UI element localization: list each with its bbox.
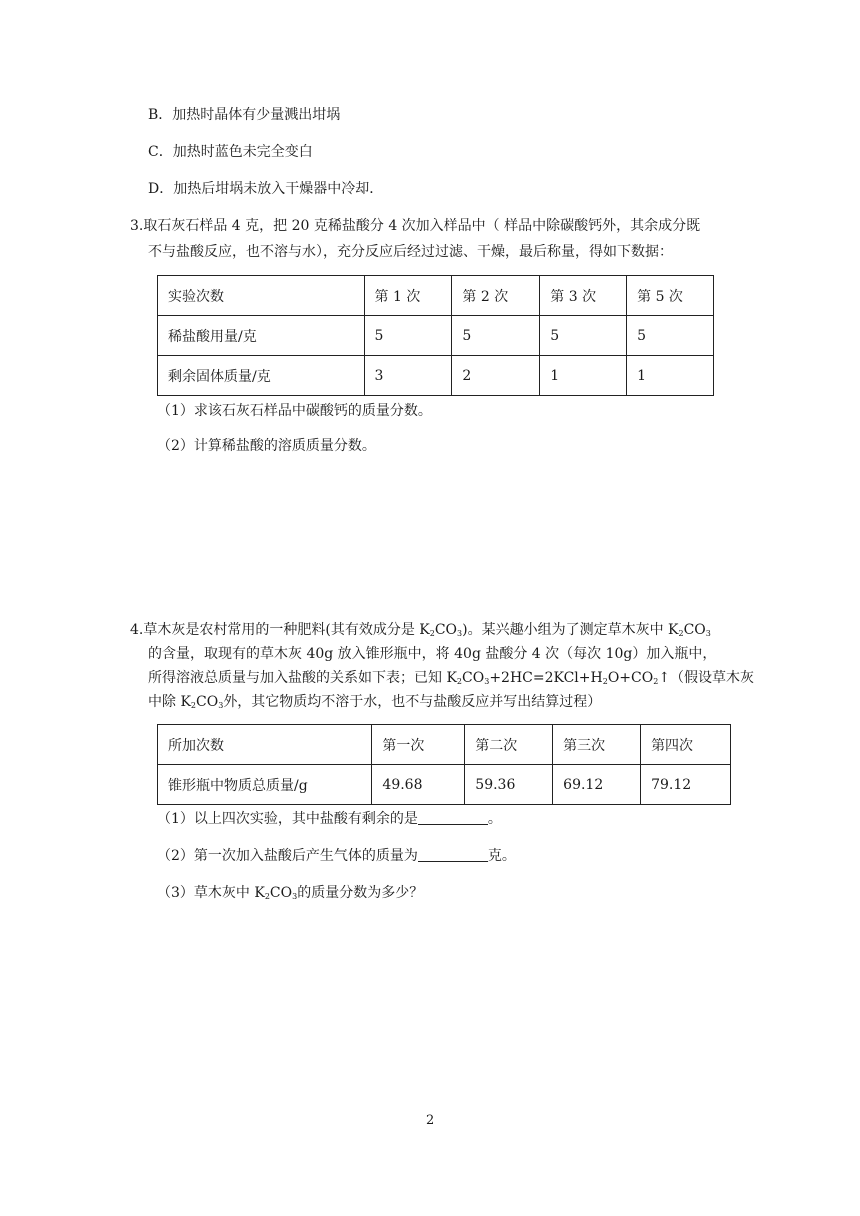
table-cell: 5 xyxy=(540,316,627,356)
table-row xyxy=(158,316,714,356)
table-row xyxy=(158,276,714,316)
table-row xyxy=(158,725,731,765)
table-cell: 第三次 xyxy=(553,725,641,765)
table-cell: 第 2 次 xyxy=(452,276,540,316)
table-cell: 1 xyxy=(627,356,714,396)
answer-blank[interactable] xyxy=(418,847,488,862)
q3-stem-line1: 3.取石灰石样品 4 克，把 20 克稀盐酸分 4 次加入样品中（ 样品中除碳酸钙外，其余成分既 xyxy=(130,218,701,234)
table-cell: 79.12 xyxy=(641,765,731,805)
q3-sub1: （1）求该石灰石样品中碳酸钙的质量分数。 xyxy=(157,403,432,419)
table-cell: 3 xyxy=(364,356,452,396)
table-cell: 实验次数 xyxy=(158,276,365,316)
q4-sub2: （2）第一次加入盐酸后产生气体的质量为 克。 xyxy=(157,848,516,864)
option-c: C．加热时蓝色未完全变白 xyxy=(148,144,313,160)
table-cell: 第 1 次 xyxy=(364,276,452,316)
table-cell: 59.36 xyxy=(465,765,553,805)
table-row xyxy=(158,356,714,396)
q4-stem-line2: 的含量，取现有的草木灰 40g 放入锥形瓶中，将 40g 盐酸分 4 次（每次 10g）加入瓶中， xyxy=(148,646,717,662)
table-cell: 49.68 xyxy=(372,765,465,805)
q4-stem-line3: 所得溶液总质量与加入盐酸的关系如下表；已知 $K_2CO_3+2HC=2KCl+H_2O+CO_2↑$（假设草木灰 xyxy=(148,670,755,686)
q4-sub3: （3）草木灰中 $K_2CO_3$的质量分数为多少？ xyxy=(157,885,424,901)
table-cell: 第 3 次 xyxy=(540,276,627,316)
table-cell: 剩余固体质量/克 xyxy=(158,356,365,396)
table-cell: 69.12 xyxy=(553,765,641,805)
table-cell: 稀盐酸用量/克 xyxy=(158,316,365,356)
table-cell: 5 xyxy=(452,316,540,356)
table-cell: 5 xyxy=(627,316,714,356)
q4-stem-line4: 中除 $K_2CO_3$外，其它物质均不溶于水，也不与盐酸反应并写出结算过程） xyxy=(148,694,602,710)
table-row xyxy=(158,765,731,805)
table-cell: 第四次 xyxy=(641,725,731,765)
table-cell: 所加次数 xyxy=(158,725,372,765)
answer-blank[interactable] xyxy=(418,810,488,825)
table-cell: 2 xyxy=(452,356,540,396)
q4-table xyxy=(157,724,731,805)
q3-stem-line2: 不与盐酸反应，也不溶与水），充分反应后经过过滤、干燥，最后称量，得如下数据： xyxy=(148,244,673,260)
option-b: B．加热时晶体有少量溅出坩埚 xyxy=(148,107,341,123)
q4-sub1: （1）以上四次实验，其中盐酸有剩余的是 。 xyxy=(157,811,502,827)
q4-stem-line1: 4.草木灰是农村常用的一种肥料(其有效成分是 $K_2CO_3$)。某兴趣小组为了测定草木灰中 $K_2CO_3$ xyxy=(130,622,711,638)
table-cell: 第一次 xyxy=(372,725,465,765)
q3-table xyxy=(157,275,714,396)
table-cell: 锥形瓶中物质总质量/g xyxy=(158,765,372,805)
table-cell: 5 xyxy=(364,316,452,356)
page-number: 2 xyxy=(426,1113,435,1128)
table-cell: 1 xyxy=(540,356,627,396)
table-cell: 第二次 xyxy=(465,725,553,765)
q3-sub2: （2）计算稀盐酸的溶质质量分数。 xyxy=(157,438,376,454)
option-d: D．加热后坩埚未放入干燥器中冷却． xyxy=(148,181,384,197)
table-cell: 第 5 次 xyxy=(627,276,714,316)
